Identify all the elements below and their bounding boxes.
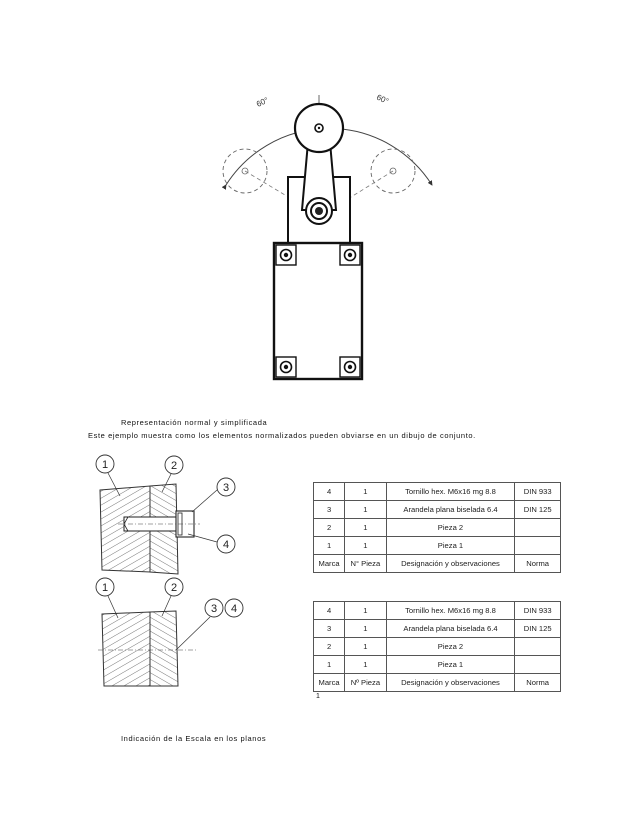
table-header-row: [314, 555, 561, 573]
table-cell: Tornillo hex. M6x16 mg 8.8: [386, 483, 515, 501]
table-cell: 1: [345, 656, 387, 674]
table-cell: Arandela plana biselada 6.4: [386, 620, 515, 638]
body-paragraph: Este ejemplo muestra como los elementos normalizados pueden obviarse en un dibujo de conjunto.: [88, 431, 476, 440]
section-simplified: [98, 611, 198, 686]
callout-3-simplified: 3: [210, 603, 218, 615]
table-row: [314, 602, 561, 620]
table-cell: 4: [314, 602, 345, 620]
header-cell: N° Pieza: [345, 555, 387, 573]
screw-bottom-left: [276, 357, 296, 377]
parts-list-table-1: [313, 482, 561, 573]
table-cell: 1: [345, 501, 387, 519]
parts-list-table-2: [313, 601, 561, 692]
table-cell: DIN 125: [515, 620, 561, 638]
callout-2-simplified: 2: [170, 582, 178, 594]
table-cell: Pieza 1: [386, 656, 515, 674]
header-cell: Designación y observaciones: [386, 555, 515, 573]
table-cell: Arandela plana biselada 6.4: [386, 501, 515, 519]
screw-top-left: [276, 245, 296, 265]
callout-3: 3: [222, 482, 230, 494]
page-number: 1: [316, 693, 320, 700]
table-row: [314, 501, 561, 519]
callout-4: 4: [222, 539, 230, 551]
table-cell: DIN 933: [515, 602, 561, 620]
table-cell: 2: [314, 638, 345, 656]
table-cell: DIN 125: [515, 501, 561, 519]
screw-bottom-right: [340, 357, 360, 377]
header-cell: Nº Pieza: [345, 674, 387, 692]
header-cell: Norma: [515, 555, 561, 573]
table-cell: [515, 656, 561, 674]
callout-1: 1: [101, 459, 109, 471]
table-row: [314, 483, 561, 501]
header-cell: Designación y observaciones: [386, 674, 515, 692]
table-cell: 1: [345, 483, 387, 501]
angle-right-label: 60°: [375, 92, 390, 106]
section-caption-scale: Indicación de la Escala en los planos: [121, 734, 267, 743]
table-cell: 1: [345, 620, 387, 638]
header-cell: Marca: [314, 555, 345, 573]
header-cell: Marca: [314, 674, 345, 692]
table-row: [314, 656, 561, 674]
callout-4-simplified: 4: [230, 603, 238, 615]
table-cell: 1: [314, 537, 345, 555]
table-cell: 1: [345, 602, 387, 620]
table-cell: DIN 933: [515, 483, 561, 501]
table-cell: 1: [314, 656, 345, 674]
table-cell: [515, 638, 561, 656]
table-cell: 2: [314, 519, 345, 537]
callout-2: 2: [170, 460, 178, 472]
table-cell: 3: [314, 620, 345, 638]
table-cell: Pieza 2: [386, 638, 515, 656]
table-cell: Tornillo hex. M6x16 mg 8.8: [386, 602, 515, 620]
table-cell: 1: [345, 519, 387, 537]
assembly-section-drawing: [88, 450, 258, 690]
table-row: [314, 620, 561, 638]
figure-caption-1: Representación normal y simplificada: [121, 418, 268, 427]
limit-switch-drawing: [200, 85, 440, 385]
table-cell: [515, 519, 561, 537]
table-header-row: [314, 674, 561, 692]
table-row: [314, 537, 561, 555]
table-cell: 1: [345, 638, 387, 656]
table-cell: 1: [345, 537, 387, 555]
table-cell: 3: [314, 501, 345, 519]
table-cell: Pieza 1: [386, 537, 515, 555]
angle-left-label: 60°: [255, 95, 270, 109]
callout-1-simplified: 1: [101, 582, 109, 594]
header-cell: Norma: [515, 674, 561, 692]
section-normal: [100, 484, 200, 574]
table-cell: Pieza 2: [386, 519, 515, 537]
table-row: [314, 519, 561, 537]
table-row: [314, 638, 561, 656]
table-cell: 4: [314, 483, 345, 501]
table-cell: [515, 537, 561, 555]
screw-top-right: [340, 245, 360, 265]
